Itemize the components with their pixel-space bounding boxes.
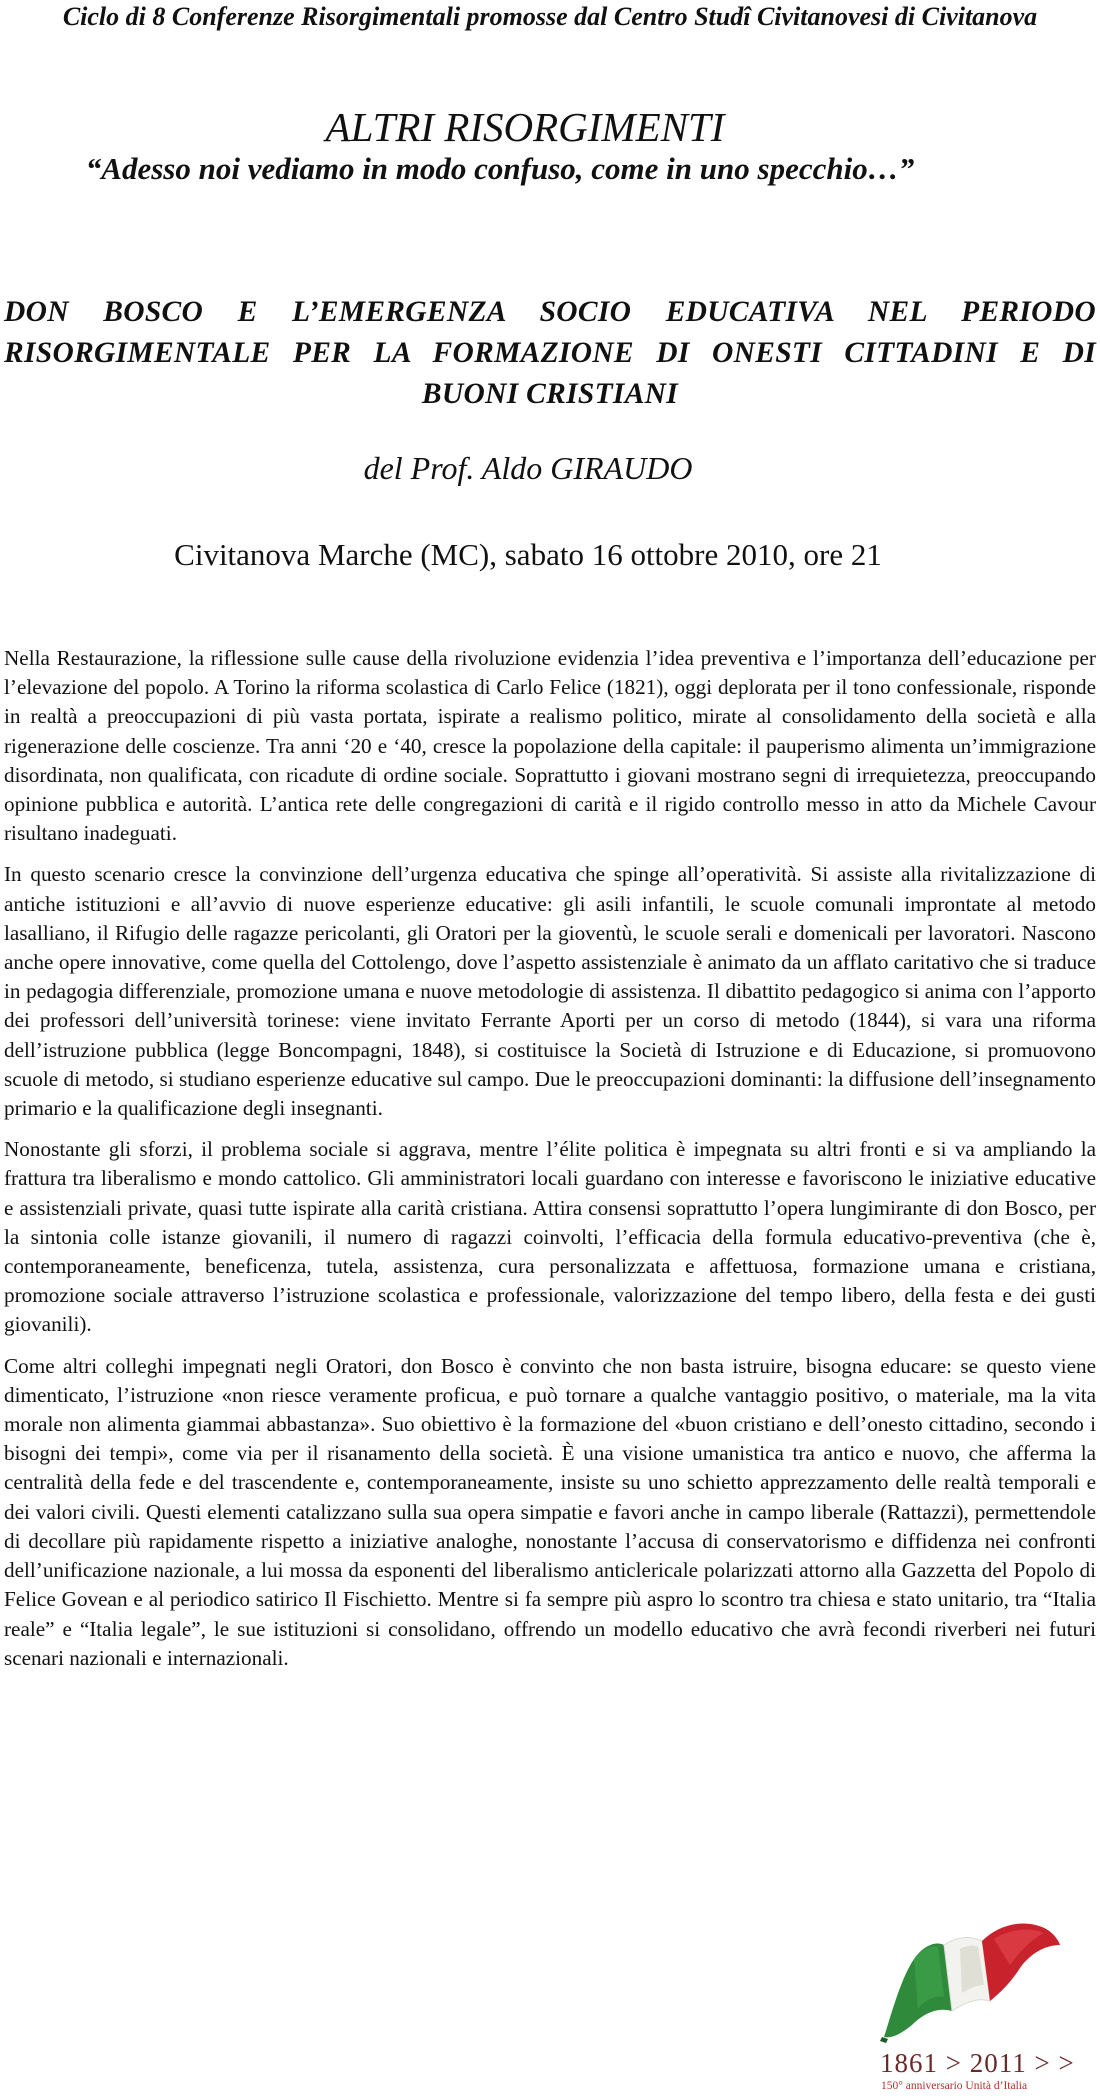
series-motto: “Adesso noi vediamo in modo confuso, come in uno specchio…”: [85, 151, 915, 186]
body-text: [4, 644, 1096, 1685]
paragraph: Come altri colleghi impegnati negli Oratori, don Bosco è convinto che non basta istruire, bisogna educare: se questo viene dimenticato, l’istruzione «non riesce veramente proficua, e può tornare a qualche vantaggio positivo, o materiale, ma la vita morale non alimenta giammai abbastanza». Suo obiettivo è la formazione del «buon cristiano e dell’onesto cittadino, secondo i bisogni dei tempi», come via per il risanamento della società. È una visione umanistica tra antico e nuovo, che afferma la centralità della fede e del trascendente e, contemporaneamente, insiste su uno schietto apprezzamento delle realtà temporali e dei valori civili. Questi elementi catalizzano sulla sua opera simpatie e favori anche in campo liberale (Rattazzi), permettendole di decollare più rapidamente rispetto a iniziative analoghe, nonostante l’accusa di conservatorismo e diffidenza nei confronti dell’unificazione nazionale, a lui mossa da esponenti del liberalismo anticlericale polarizzati attorno alla Gazzetta del Popolo di Felice Govean e al periodico satirico Il Fischietto. Mentre si fa sempre più aspro lo scontro tra chiesa e stato unitario, tra “Italia reale” e “Italia legale”, le sue istituzioni si consolidano, offrendo un modello educativo che avrà fecondi riverberi nei futuri scenari nazionali e internazionali.: [4, 1353, 1096, 1670]
lecture-title-line: BUONI CRISTIANI: [421, 378, 679, 410]
paragraph: Nella Restaurazione, la riflessione sulle cause della rivoluzione evidenzia l’idea preventiva e l’importanza dell’educazione per l’elevazione del popolo. A Torino la riforma scolastica di Carlo Felice (1821), oggi deplorata per il tono confessionale, risponde in realtà a preoccupazioni di più vasta portata, ispirate a realismo politico, mirate al consolidamento della società e alla rigenerazione delle coscienze. Tra anni ‘20 e ‘40, cresce la popolazione della capitale: il pauperismo alimenta un’immigrazione disordinata, non qualificata, con ricadute di ordine sociale. Soprattutto i giovani mostrano segni di irrequietezza, preoccupando opinione pubblica e autorità. L’antica rete delle congregazioni di carità e il rigido controllo messo in atto da Michele Cavour risultano inadeguati.: [4, 646, 1096, 846]
logo-years: 1861 > 2011 > >: [880, 2048, 1075, 2078]
paragraph: Nonostante gli sforzi, il problema sociale si aggrava, mentre l’élite politica è impegnata su altri fronti e si va ampliando la frattura tra liberalismo e mondo cattolico. Gli amministratori locali guardano con interesse e favoriscono le iniziative educative e assistenziali private, quasi tutte ispirate alla carità cristiana. Attira consensi soprattutto l’opera lungimirante di don Bosco, per la sintonia colle istanze giovanili, il numero di ragazzi coinvolti, l’efficacia della formula educativo-preventiva (che è, contemporaneamente, beneficenza, tutela, assistenza, cura personalizzata e affettuosa, formazione umana e cristiana, promozione sociale attraverso l’istruzione scolastica e professionale, valorizzazione del tempo libero, della festa e dei gusti giovanili).: [4, 1137, 1096, 1337]
lecture-title: [4, 292, 1096, 415]
series-title: ALTRI RISORGIMENTI: [325, 104, 725, 150]
lecture-title-line: DON BOSCO E L’EMERGENZA SOCIO EDUCATIVA NEL PERIODO: [4, 296, 1096, 328]
speaker: del Prof. Aldo GIRAUDO: [363, 450, 693, 486]
paragraph: In questo scenario cresce la convinzione dell’urgenza educativa che spinge all’operatività. Si assiste alla rivitalizzazione di antiche istituzioni e all’avvio di nuove esperienze educative: gli asili infantili, le scuole comunali improntate al metodo lasalliano, il Rifugio delle ragazze pericolanti, gli Oratori per la gioventù, le scuole serali e domenicali per lavoratori. Nascono anche opere innovative, come quella del Cottolengo, dove l’aspetto assistenziale è animato da un afflato caritativo che si traduce in pedagogia differenziale, promozione umana e nuove metodologie di assistenza. Il dibattito pedagogico si anima con l’apporto dei professori dell’università torinese: viene invitato Ferrante Aporti per un corso di metodo (1844), si vara una riforma dell’istruzione pubblica (legge Boncompagni, 1848), si costituisce la Società di Istruzione e di Educazione, si promuovono scuole di metodo, si studiano esperienze educative sul campo. Due le preoccupazioni dominanti: la diffusione dell’insegnamento primario e la qualificazione degli insegnanti.: [4, 862, 1096, 1121]
flag-icon: [874, 1915, 1064, 2045]
series-header: Ciclo di 8 Conferenze Risorgimentali promosse dal Centro Studî Civitanovesi di Civitanova: [62, 2, 1038, 31]
anniversary-logo: [870, 1915, 1075, 2095]
lecture-title-line: RISORGIMENTALE PER LA FORMAZIONE DI ONESTI CITTADINI E DI: [4, 337, 1096, 369]
logo-caption: 150° anniversario Unità d’Italia: [881, 2080, 1028, 2092]
event-details: Civitanova Marche (MC), sabato 16 ottobre 2010, ore 21: [174, 537, 882, 572]
